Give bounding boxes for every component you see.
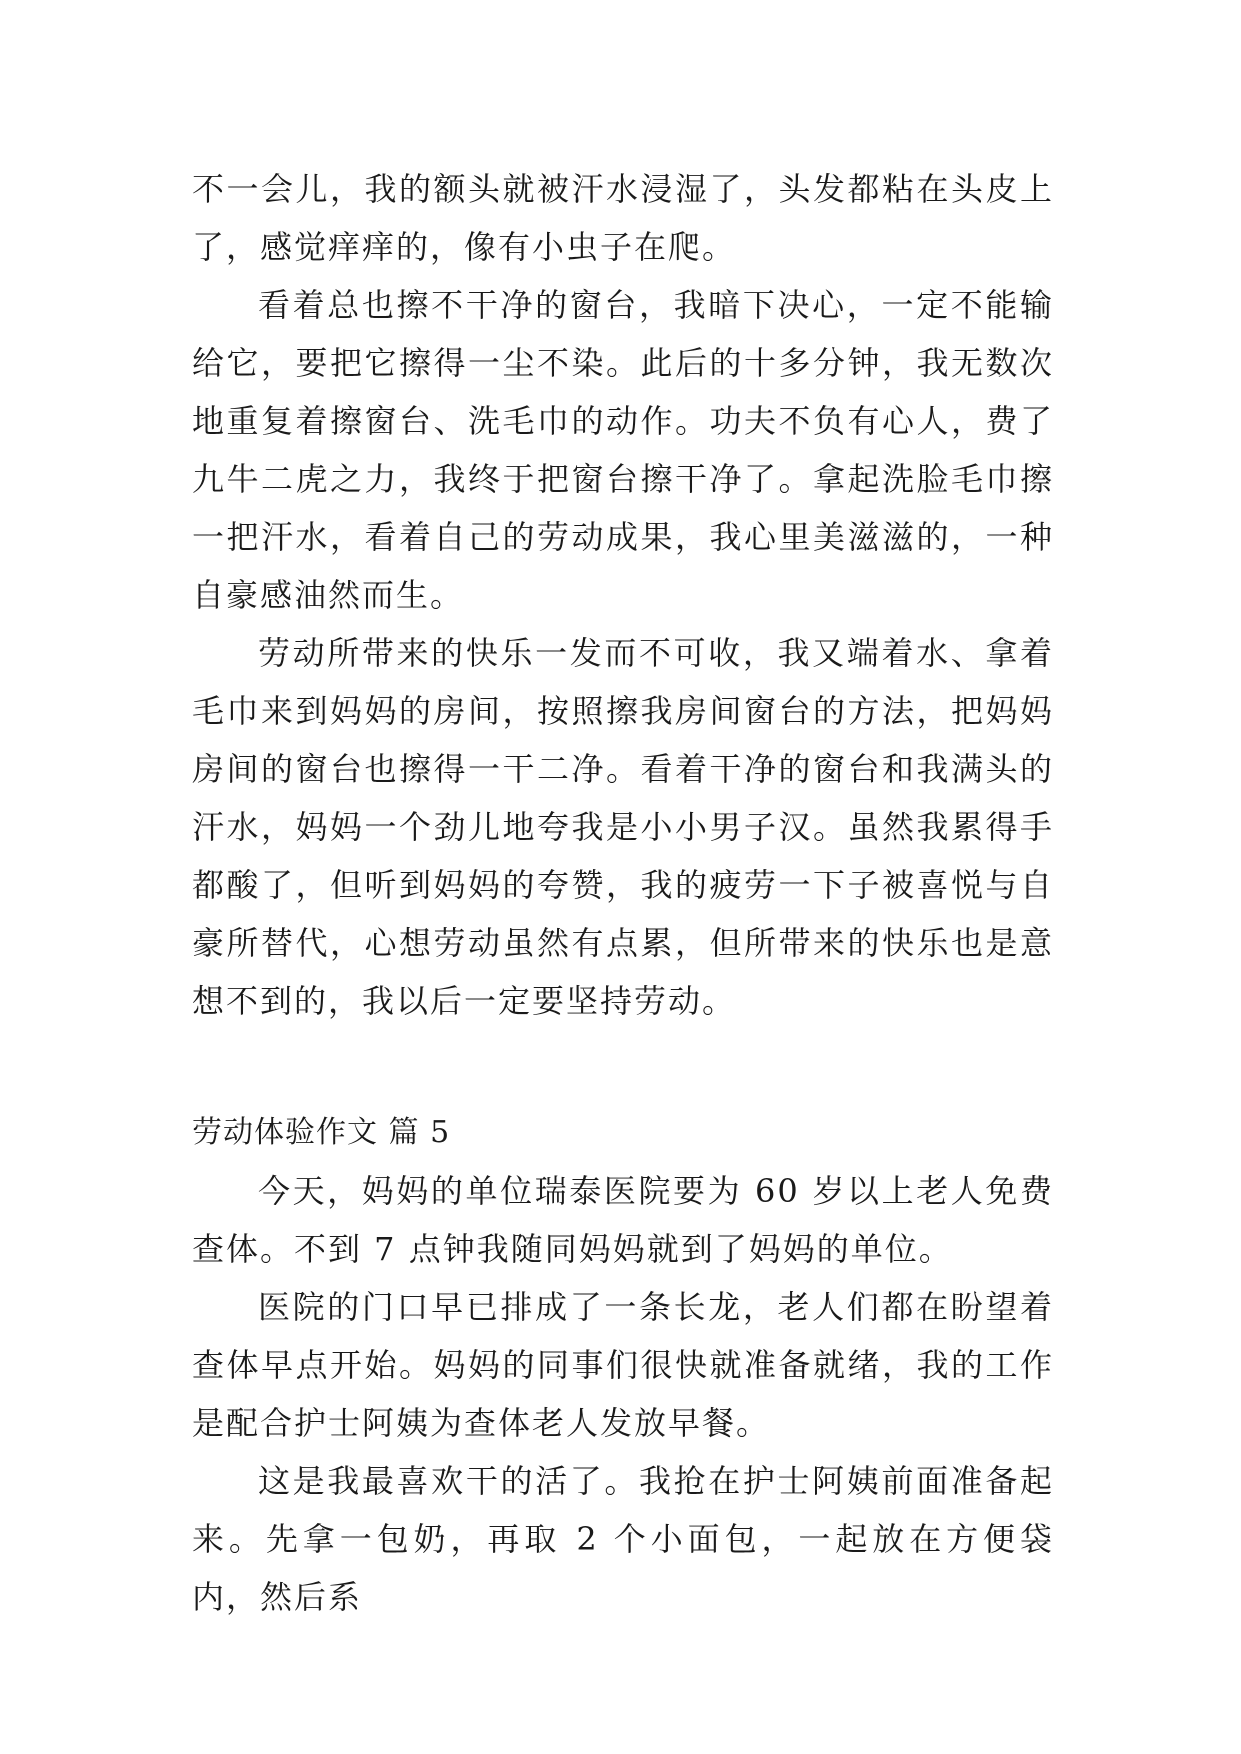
paragraph-3: 劳动所带来的快乐一发而不可收，我又端着水、拿着毛巾来到妈妈的房间，按照擦我房间窗台的方法，把妈妈房间的窗台也擦得一干二净。看着干净的窗台和我满头的汗水，妈妈一个劲儿地夸我是小小男子汉。虽然我累得手都酸了，但听到妈妈的夸赞，我的疲劳一下子被喜悦与自豪所替代，心想劳动虽然有点累，但所带来的快乐也是意想不到的，我以后一定要坚持劳动。	[192, 634, 1054, 1020]
paragraph-6: 这是我最喜欢干的活了。我抢在护士阿姨前面准备起来。先拿一包奶，再取 2 个小面包，一起放在方便袋内，然后系	[192, 1462, 1054, 1616]
paragraph-5: 医院的门口早已排成了一条长龙，老人们都在盼望着查体早点开始。妈妈的同事们很快就准备就绪，我的工作是配合护士阿姨为查体老人发放早餐。	[192, 1288, 1054, 1442]
paragraph-2: 看着总也擦不干净的窗台，我暗下决心，一定不能输给它，要把它擦得一尘不染。此后的十多分钟，我无数次地重复着擦窗台、洗毛巾的动作。功夫不负有心人，费了九牛二虎之力，我终于把窗台擦干净了。拿起洗脸毛巾擦一把汗水，看着自己的劳动成果，我心里美滋滋的，一种自豪感油然而生。	[192, 286, 1054, 614]
paragraph-1: 不一会儿，我的额头就被汗水浸湿了，头发都粘在头皮上了，感觉痒痒的，像有小虫子在爬。	[192, 170, 1054, 266]
paragraph-4: 今天，妈妈的单位瑞泰医院要为 60 岁以上老人免费查体。不到 7 点钟我随同妈妈就到了妈妈的单位。	[192, 1172, 1054, 1268]
article-body	[192, 160, 1054, 1626]
section-spacer	[192, 1030, 1054, 1104]
section-heading: 劳动体验作文 篇 5	[192, 1115, 451, 1150]
